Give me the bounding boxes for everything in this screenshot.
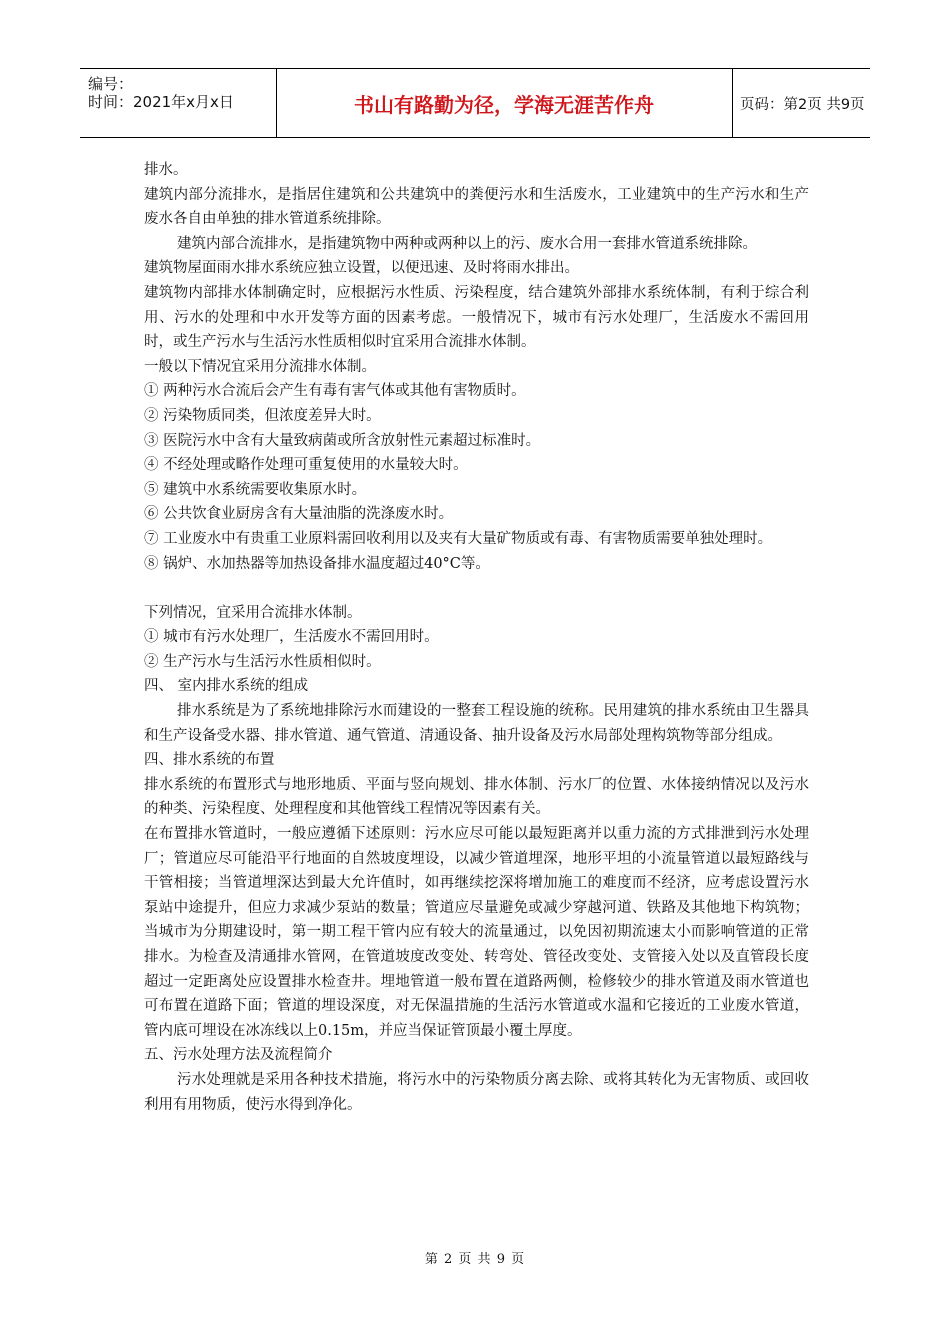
paragraph: 一般以下情况宜采用分流排水体制。 xyxy=(144,358,376,375)
list-item: ① 两种污水合流后会产生有毒有害气体或其他有害物质时。 xyxy=(144,383,526,400)
section-heading: 四、 室内排水系统的组成 xyxy=(144,678,309,695)
list-item: ④ 不经处理或略作处理可重复使用的水量较大时。 xyxy=(144,457,468,474)
document-body xyxy=(144,158,809,1117)
list-item: ⑥ 公共饮食业厨房含有大量油脂的洗涤废水时。 xyxy=(144,506,454,523)
list-item: ② 污染物质同类，但浓度差异大时。 xyxy=(144,407,381,424)
section-heading: 五、污水处理方法及流程简介 xyxy=(144,1047,333,1064)
paragraph: 在布置排水管道时，一般应遵循下述原则：污水应尽可能以最短距离并以重力流的方式排泄到污水处理厂；管道应尽可能沿平行地面的自然坡度埋设，以减少管道埋深，地形平坦的小流量管道以最短路线与干管相接；当管道埋深达到最大允许值时，如再继续挖深将增加施工的难度而不经济，应考虑设置污水泵站中途提升，但应力求减少泵站的数量；管道应尽量避免或减少穿越河道、铁路及其他地下构筑物；当城市为分期建设时，第一期工程干管内应有较大的流量通过，以免因初期流速太小而影响管道的正常排水。为检查及清通排水管网，在管道坡度改变处、转弯处、管径改变处、支管接入处以及直管段长度超过一定距离处应设置排水检查井。埋地管道一般布置在道路两侧，检修较少的排水管道及雨水管道也可布置在道路下面；管道的埋设深度，对无保温措施的生活污水管道或水温和它接近的工业废水管道，管内底可埋设在冰冻线以上0.15m，并应当保证管顶最小覆土厚度。 xyxy=(144,826,809,1039)
paragraph: 建筑内部分流排水，是指居住建筑和公共建筑中的粪便污水和生活废水，工业建筑中的生产污水和生产废水各自由单独的排水管道系统排除。 xyxy=(144,186,809,228)
document-number-label: 编号： xyxy=(88,75,134,93)
section-heading: 四、排水系统的布置 xyxy=(144,752,275,769)
list-item: ③ 医院污水中含有大量致病菌或所含放射性元素超过标准时。 xyxy=(144,432,541,449)
header-motto-cell xyxy=(276,69,733,137)
blank-line xyxy=(144,576,809,601)
paragraph: 排水。 xyxy=(144,162,188,178)
header-page-number: 页码：第2页 共9页 xyxy=(740,97,865,113)
paragraph: 建筑物屋面雨水排水系统应独立设置，以便迅速、及时将雨水排出。 xyxy=(144,260,579,277)
header-meta-cell xyxy=(80,69,277,137)
list-item: ⑧ 锅炉、水加热器等加热设备排水温度超过40°C等。 xyxy=(144,555,490,572)
paragraph: 排水系统的布置形式与地形地质、平面与竖向规划、排水体制、污水厂的位置、水体接纳情况以及污水的种类、污染程度、处理程度和其他管线工程情况等因素有关。 xyxy=(144,776,809,818)
list-item: ② 生产污水与生活污水性质相似时。 xyxy=(144,653,381,670)
paragraph: 排水系统是为了系统地排除污水而建设的一整套工程设施的统称。民用建筑的排水系统由卫生器具和生产设备受水器、排水管道、通气管道、清通设备、抽升设备及污水局部处理构筑物等部分组成。 xyxy=(144,703,809,744)
header-page-cell xyxy=(732,69,870,137)
document-date-label: 时间：2021年x月x日 xyxy=(88,93,234,111)
list-item: ⑤ 建筑中水系统需要收集原水时。 xyxy=(144,481,367,498)
list-item: ⑦ 工业废水中有贵重工业原料需回收利用以及夹有大量矿物质或有毒、有害物质需要单独处理时。 xyxy=(144,530,773,547)
page-header xyxy=(80,68,870,138)
paragraph: 污水处理就是采用各种技术措施，将污水中的污染物质分离去除、或将其转化为无害物质、或回收利用有用物质，使污水得到净化。 xyxy=(144,1071,809,1113)
page-footer: 第 2 页 共 9 页 xyxy=(424,1252,526,1267)
paragraph: 建筑内部合流排水，是指建筑物中两种或两种以上的污、废水合用一套排水管道系统排除。 xyxy=(177,235,757,252)
list-item: ① 城市有污水处理厂，生活废水不需回用时。 xyxy=(144,629,439,646)
header-motto: 书山有路勤为径，学海无涯苦作舟 xyxy=(354,93,654,117)
paragraph: 下列情况，宜采用合流排水体制。 xyxy=(144,604,362,621)
paragraph: 建筑物内部排水体制确定时，应根据污水性质、污染程度，结合建筑外部排水系统体制，有利于综合利用、污水的处理和中水开发等方面的因素考虑。一般情况下，城市有污水处理厂，生活废水不需回用时，或生产污水与生活污水性质相似时宜采用合流排水体制。 xyxy=(144,284,809,351)
